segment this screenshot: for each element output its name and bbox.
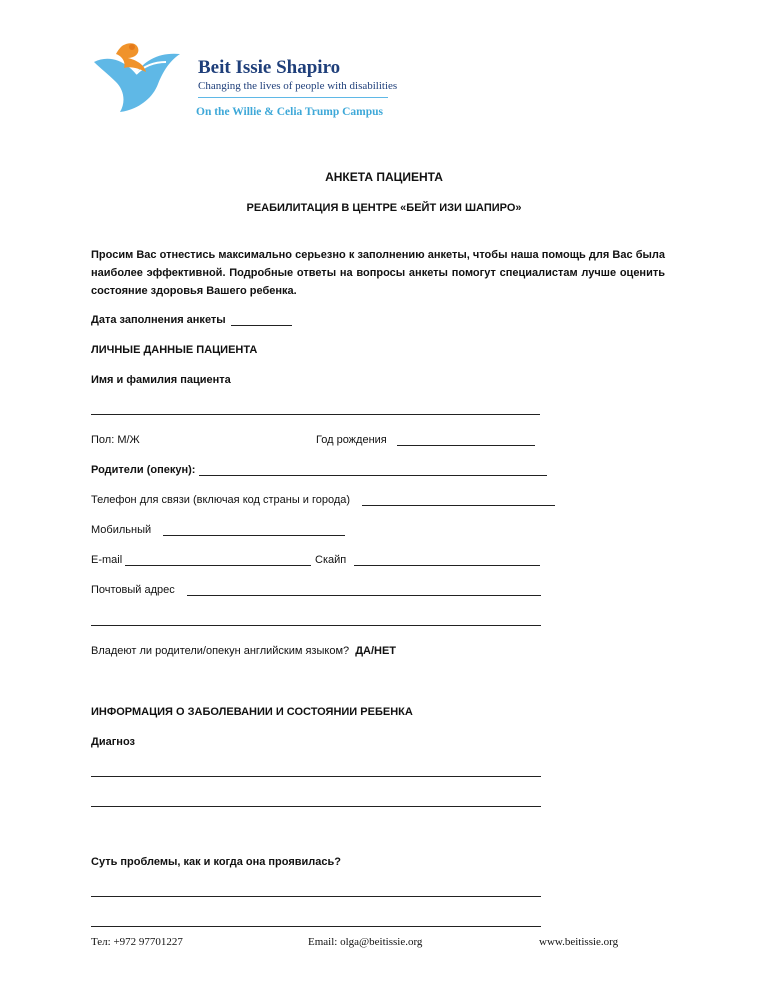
page-title: АНКЕТА ПАЦИЕНТА xyxy=(325,170,443,184)
page-subtitle: РЕАБИЛИТАЦИЯ В ЦЕНТРЕ «БЕЙТ ИЗИ ШАПИРО» xyxy=(246,202,522,214)
parents-field[interactable] xyxy=(199,475,547,476)
skype-field[interactable] xyxy=(354,565,540,566)
problem-field-line-2[interactable] xyxy=(91,926,541,927)
medical-heading: ИНФОРМАЦИЯ О ЗАБОЛЕВАНИИ И СОСТОЯНИИ РЕБЕНКА xyxy=(91,706,413,718)
english-question-text: Владеют ли родители/опекун английским языком? xyxy=(91,645,350,657)
phone-field[interactable] xyxy=(362,505,555,506)
logo-divider xyxy=(198,97,388,98)
problem-label: Суть проблемы, как и когда она проявилась? xyxy=(91,856,341,868)
address-label: Почтовый адрес xyxy=(91,584,175,596)
diagnosis-field-line-2[interactable] xyxy=(91,806,541,807)
logo-campus: On the Willie & Celia Trump Campus xyxy=(196,106,384,118)
diagnosis-label: Диагноз xyxy=(91,736,135,748)
skype-label: Скайп xyxy=(315,554,347,566)
birth-year-label: Год рождения xyxy=(316,434,387,446)
diagnosis-field-line-1[interactable] xyxy=(91,776,541,777)
footer-website[interactable]: www.beitissie.org xyxy=(539,936,619,948)
fill-date-label: Дата заполнения анкеты xyxy=(91,314,226,326)
email-field[interactable] xyxy=(125,565,311,566)
patient-name-field[interactable] xyxy=(91,414,540,415)
parents-label: Родители (опекун): xyxy=(91,464,196,476)
address-field-line-2[interactable] xyxy=(91,625,541,626)
english-answer[interactable]: ДА/НЕТ xyxy=(355,645,397,657)
intro-paragraph: Просим Вас отнестись максимально серьезно к заполнению анкеты, чтобы наша помощь для Вас была наиболее эффективной. Подробные ответы на вопросы анкеты помогут специалистам лучше оценить состояние здоровья Вашего ребенка. xyxy=(91,249,665,297)
mobile-field[interactable] xyxy=(163,535,345,536)
dove-icon xyxy=(92,40,192,118)
english-question xyxy=(91,645,396,657)
email-label: E-mail xyxy=(91,554,123,566)
footer-phone: Тел: +972 97701227 xyxy=(91,936,183,948)
problem-field-line-1[interactable] xyxy=(91,896,541,897)
fill-date-field[interactable] xyxy=(231,325,292,326)
gender-label: Пол: М/Ж xyxy=(91,434,140,446)
patient-name-label: Имя и фамилия пациента xyxy=(91,374,231,386)
birth-year-field[interactable] xyxy=(397,445,535,446)
mobile-label: Мобильный xyxy=(91,524,152,536)
phone-label: Телефон для связи (включая код страны и города) xyxy=(91,494,351,506)
logo-name: Beit Issie Shapiro xyxy=(198,57,341,78)
footer-email[interactable]: Email: olga@beitissie.org xyxy=(308,936,423,948)
personal-heading: ЛИЧНЫЕ ДАННЫЕ ПАЦИЕНТА xyxy=(91,344,258,356)
logo-tagline: Changing the lives of people with disabilities xyxy=(198,80,398,92)
address-field[interactable] xyxy=(187,595,541,596)
